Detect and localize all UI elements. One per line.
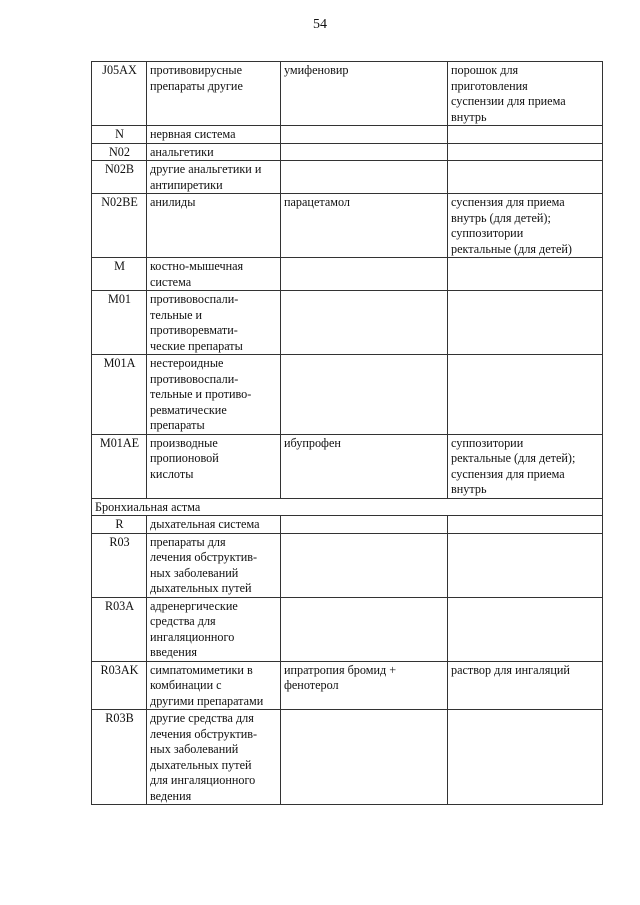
- table-row: [92, 62, 603, 126]
- group-name-cell-text: симпатомиметики в комбинации с другими препаратами: [150, 662, 264, 708]
- group-name-cell-text: другие анальгетики и антипиретики: [150, 162, 262, 192]
- atc-code-cell-text: M01: [107, 292, 132, 306]
- dosage-form-cell: [448, 516, 603, 534]
- drug-name-cell: [281, 291, 448, 355]
- dosage-form-cell-text: порошок для приготовления суспензии для приема внутрь: [451, 63, 566, 124]
- drug-name-cell: [281, 258, 448, 291]
- dosage-form-cell-text: суспензия для приема внутрь (для детей); суппозитории ректальные (для детей): [451, 195, 572, 256]
- table-row: [92, 434, 603, 498]
- atc-code-cell: [92, 161, 147, 194]
- atc-code-cell: [92, 355, 147, 435]
- group-name-cell: [147, 143, 281, 161]
- atc-code-cell-text: N02BE: [101, 195, 138, 209]
- drug-name-cell-text: умифеновир: [284, 63, 349, 77]
- drug-name-cell: [281, 194, 448, 258]
- group-name-cell-text: производные пропионовой кислоты: [150, 435, 219, 481]
- table-row: [92, 194, 603, 258]
- drug-name-cell: [281, 597, 448, 661]
- group-name-cell: [147, 434, 281, 498]
- dosage-form-cell: [448, 710, 603, 805]
- atc-code-cell: [92, 126, 147, 144]
- atc-code-cell-text: J05AX: [102, 63, 137, 77]
- group-name-cell-text: противовоспали- тельные и противоревмати- ческие препараты: [150, 292, 243, 353]
- section-header-row: [92, 498, 603, 516]
- table-body-part1: [92, 62, 603, 499]
- table-row: [92, 258, 603, 291]
- dosage-form-cell: [448, 355, 603, 435]
- atc-code-cell-text: R03A: [104, 598, 135, 613]
- group-name-cell-text: другие средства для лечения обструктив- ных заболеваний дыхательных путей для ингаляционного ведения: [150, 711, 258, 803]
- dosage-form-cell: [448, 143, 603, 161]
- drug-name-cell: [281, 533, 448, 597]
- atc-code-cell-text: M01A: [103, 356, 136, 370]
- atc-code-cell: [92, 710, 147, 805]
- table-row: [92, 661, 603, 710]
- drug-name-cell-text: ипратропия бромид + фенотерол: [284, 662, 397, 692]
- group-name-cell: [147, 161, 281, 194]
- atc-code-cell-text: N02B: [104, 162, 135, 176]
- table-row: [92, 710, 603, 805]
- group-name-cell: [147, 533, 281, 597]
- table-row: [92, 516, 603, 534]
- atc-code-cell: [92, 661, 147, 710]
- dosage-form-cell: [448, 434, 603, 498]
- atc-code-cell: [92, 194, 147, 258]
- group-name-cell: [147, 62, 281, 126]
- atc-code-cell-text: R03B: [105, 711, 134, 725]
- group-name-cell-text: анальгетики: [150, 144, 214, 159]
- group-name-cell-text: нервная система: [150, 127, 236, 141]
- drug-name-cell: [281, 661, 448, 710]
- drug-name-cell-text: парацетамол: [284, 195, 350, 209]
- atc-code-cell-text: M: [114, 259, 125, 273]
- table-row: [92, 161, 603, 194]
- group-name-cell: [147, 291, 281, 355]
- drug-name-cell: [281, 355, 448, 435]
- table-row: [92, 291, 603, 355]
- table-body-part2: [92, 516, 603, 805]
- group-name-cell: [147, 597, 281, 661]
- drug-name-cell: [281, 62, 448, 126]
- atc-code-cell-text: M01AE: [99, 435, 140, 450]
- atc-code-cell: [92, 533, 147, 597]
- atc-code-cell-text: R03AK: [100, 662, 139, 677]
- atc-code-cell: [92, 258, 147, 291]
- atc-code-cell-text: N02: [109, 144, 130, 159]
- table-row: [92, 143, 603, 161]
- drug-name-cell: [281, 161, 448, 194]
- group-name-cell: [147, 710, 281, 805]
- table-row: [92, 597, 603, 661]
- dosage-form-cell: [448, 194, 603, 258]
- dosage-form-cell: [448, 258, 603, 291]
- atc-code-cell: [92, 434, 147, 498]
- atc-code-cell: [92, 291, 147, 355]
- dosage-form-cell: [448, 661, 603, 710]
- dosage-form-cell: [448, 62, 603, 126]
- group-name-cell: [147, 355, 281, 435]
- medication-table: [91, 61, 603, 805]
- drug-name-cell-text: ибупрофен: [284, 435, 341, 450]
- table-row: [92, 355, 603, 435]
- group-name-cell: [147, 258, 281, 291]
- atc-code-cell-text: N: [115, 127, 124, 141]
- group-name-cell: [147, 194, 281, 258]
- group-name-cell-text: препараты для лечения обструктив- ных заболеваний дыхательных путей: [150, 534, 258, 595]
- dosage-form-cell: [448, 533, 603, 597]
- dosage-form-cell-text: суппозитории ректальные (для детей); суспензия для приема внутрь: [451, 435, 576, 496]
- dosage-form-cell: [448, 126, 603, 144]
- table-row: [92, 126, 603, 144]
- group-name-cell: [147, 516, 281, 534]
- section-header: Бронхиальная астма: [92, 498, 603, 516]
- dosage-form-cell: [448, 291, 603, 355]
- atc-code-cell: [92, 62, 147, 126]
- atc-code-cell: [92, 597, 147, 661]
- atc-code-cell: [92, 143, 147, 161]
- drug-name-cell: [281, 516, 448, 534]
- atc-code-cell-text: R03: [109, 534, 130, 549]
- atc-code-cell-text: R: [115, 517, 124, 531]
- page-number: 54: [313, 17, 327, 32]
- group-name-cell: [147, 126, 281, 144]
- group-name-cell-text: анилиды: [150, 195, 196, 209]
- group-name-cell: [147, 661, 281, 710]
- group-name-cell-text: костно-мышечная система: [150, 259, 244, 289]
- group-name-cell-text: дыхательная система: [150, 517, 260, 531]
- drug-name-cell: [281, 143, 448, 161]
- dosage-form-cell: [448, 597, 603, 661]
- drug-name-cell: [281, 710, 448, 805]
- table-row: [92, 533, 603, 597]
- dosage-form-cell-text: раствор для ингаляций: [451, 662, 570, 677]
- section-header-body: [92, 498, 603, 516]
- drug-name-cell: [281, 434, 448, 498]
- group-name-cell-text: противовирусные препараты другие: [150, 63, 243, 93]
- group-name-cell-text: адренергические средства для ингаляционного введения: [150, 598, 238, 659]
- dosage-form-cell: [448, 161, 603, 194]
- group-name-cell-text: нестероидные противовоспали- тельные и противо- ревматические препараты: [150, 356, 252, 432]
- drug-name-cell: [281, 126, 448, 144]
- atc-code-cell: [92, 516, 147, 534]
